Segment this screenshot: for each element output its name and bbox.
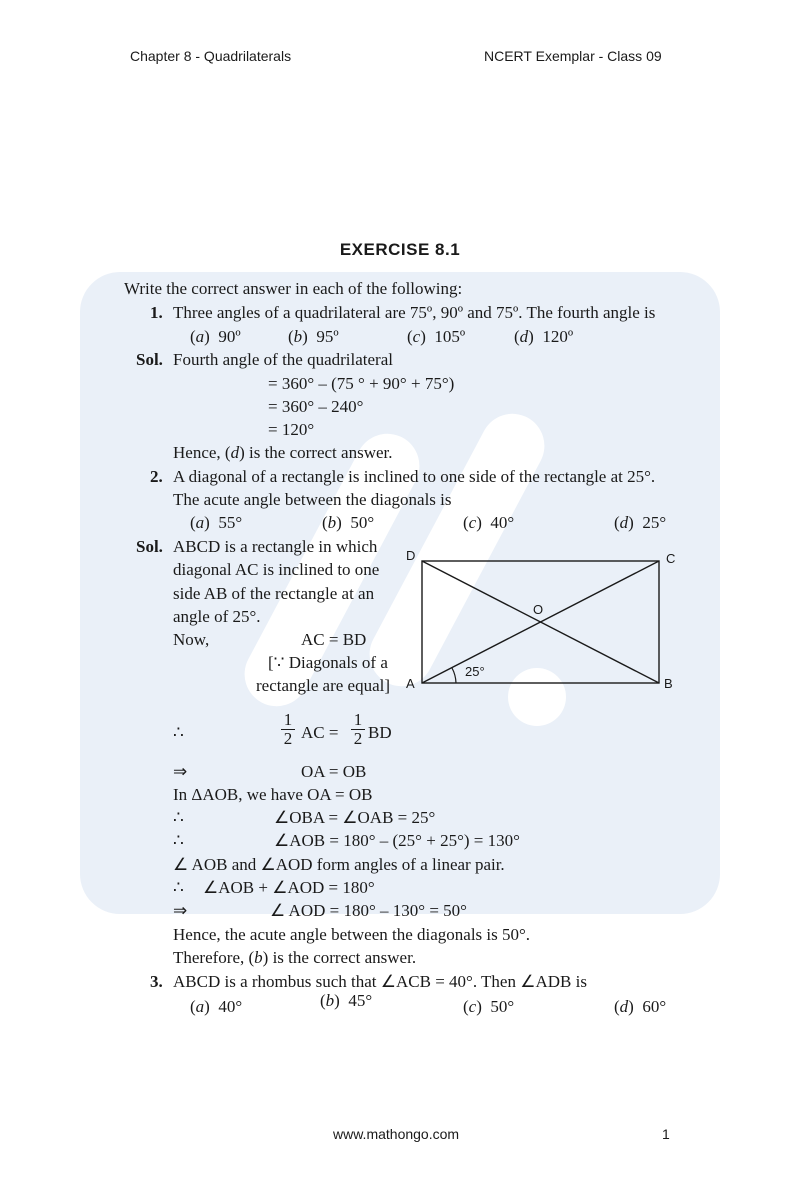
q2-option-d: (d) 25°	[614, 513, 667, 532]
q3-option-c: (c) 50°	[463, 997, 515, 1016]
therefore-symbol-2: ∴	[173, 808, 184, 827]
sol2-angle-oba: ∠OBA = ∠OAB = 25°	[274, 808, 436, 827]
therefore-symbol-4: ∴	[173, 878, 184, 897]
sol2-linear-pair: ∠ AOB and ∠AOD form angles of a linear pair.	[173, 855, 505, 874]
sol2-line2: diagonal AC is inclined to one	[173, 560, 380, 579]
therefore-symbol: ∴	[173, 723, 184, 742]
footer-site[interactable]: www.mathongo.com	[333, 1126, 460, 1142]
q1-option-a: (a) 90º	[190, 327, 241, 346]
sol2-angle-aob: ∠AOB = 180° – (25° + 25°) = 130°	[274, 831, 520, 850]
vertex-a-label: A	[406, 676, 415, 691]
sol2-bd-half: BD	[368, 723, 392, 742]
q3-option-a: (a) 40°	[190, 997, 243, 1016]
implies-symbol-2: ⇒	[173, 901, 188, 920]
rectangle-figure	[400, 548, 690, 698]
vertex-d-label: D	[406, 548, 416, 563]
q1-option-d: (d) 120º	[514, 327, 574, 346]
sol2-line3: side AB of the rectangle at an	[173, 584, 375, 603]
sol1-conclusion: Hence, (d) is the correct answer.	[173, 443, 393, 462]
half-fraction-right: $\frac{1}{2}$	[351, 711, 365, 748]
q2-number: 2.	[150, 467, 163, 486]
sol2-in-triangle: In ΔAOB, we have OA = OB	[173, 785, 373, 804]
therefore-symbol-3: ∴	[173, 831, 184, 850]
sol2-line1: ABCD is a rectangle in which	[173, 537, 378, 556]
q1-text: Three angles of a quadrilateral are 75º, 90º and 75º. The fourth angle is	[173, 303, 656, 322]
sol2-hence: Hence, the acute angle between the diagonals is 50°.	[173, 925, 531, 944]
sol2-line4: angle of 25°.	[173, 607, 261, 626]
sol2-ac-half: AC =	[301, 723, 339, 742]
implies-symbol: ⇒	[173, 762, 188, 781]
vertex-b-label: B	[664, 676, 673, 691]
q1-option-b: (b) 95º	[288, 327, 339, 346]
vertex-c-label: C	[666, 551, 676, 566]
q2-option-b: (b) 50°	[322, 513, 375, 532]
q2-line1: A diagonal of a rectangle is inclined to one side of the rectangle at 25°.	[173, 467, 656, 486]
sol2-label: Sol.	[136, 537, 163, 556]
exercise-title: EXERCISE 8.1	[339, 240, 461, 259]
q1-option-c: (c) 105º	[407, 327, 466, 346]
angle-25-label: 25°	[465, 664, 485, 679]
q3-option-b: (b) 45°	[320, 991, 373, 1010]
center-o-label: O	[533, 602, 544, 617]
sol2-angle-sum: ∠AOB + ∠AOD = 180°	[203, 878, 375, 897]
q2-option-a: (a) 55°	[190, 513, 243, 532]
sol1-line3: = 360° – 240°	[268, 397, 364, 416]
chapter-header: Chapter 8 - Quadrilaterals	[130, 48, 292, 64]
q3-option-d: (d) 60°	[614, 997, 667, 1016]
page-number: 1	[662, 1126, 670, 1142]
q2-option-c: (c) 40°	[463, 513, 515, 532]
sol2-oa-eq-ob: OA = OB	[301, 762, 367, 781]
q3-number: 3.	[150, 972, 163, 991]
q3-text: ABCD is a rhombus such that ∠ACB = 40°. Then ∠ADB is	[173, 972, 587, 991]
sol2-conclusion: Therefore, (b) is the correct answer.	[173, 948, 417, 967]
sol2-reason-line1: [∵ Diagonals of a	[268, 653, 388, 672]
sol1-line4: = 120°	[268, 420, 315, 439]
book-header: NCERT Exemplar - Class 09	[484, 48, 662, 64]
sol2-now: Now,	[173, 630, 210, 649]
instruction: Write the correct answer in each of the following:	[124, 279, 463, 298]
sol1-line2: = 360° – (75 ° + 90° + 75°)	[268, 374, 455, 393]
sol1-line1: Fourth angle of the quadrilateral	[173, 350, 393, 369]
angle-arc	[452, 668, 456, 683]
sol2-ac-eq-bd: AC = BD	[301, 630, 367, 649]
q1-number: 1.	[150, 303, 163, 322]
q2-line2: The acute angle between the diagonals is	[173, 490, 452, 509]
sol2-angle-aod: ∠ AOD = 180° – 130° = 50°	[270, 901, 467, 920]
half-fraction-left: $\frac{1}{2}$	[281, 711, 295, 748]
sol1-label: Sol.	[136, 350, 163, 369]
sol2-reason-line2: rectangle are equal]	[256, 676, 391, 695]
